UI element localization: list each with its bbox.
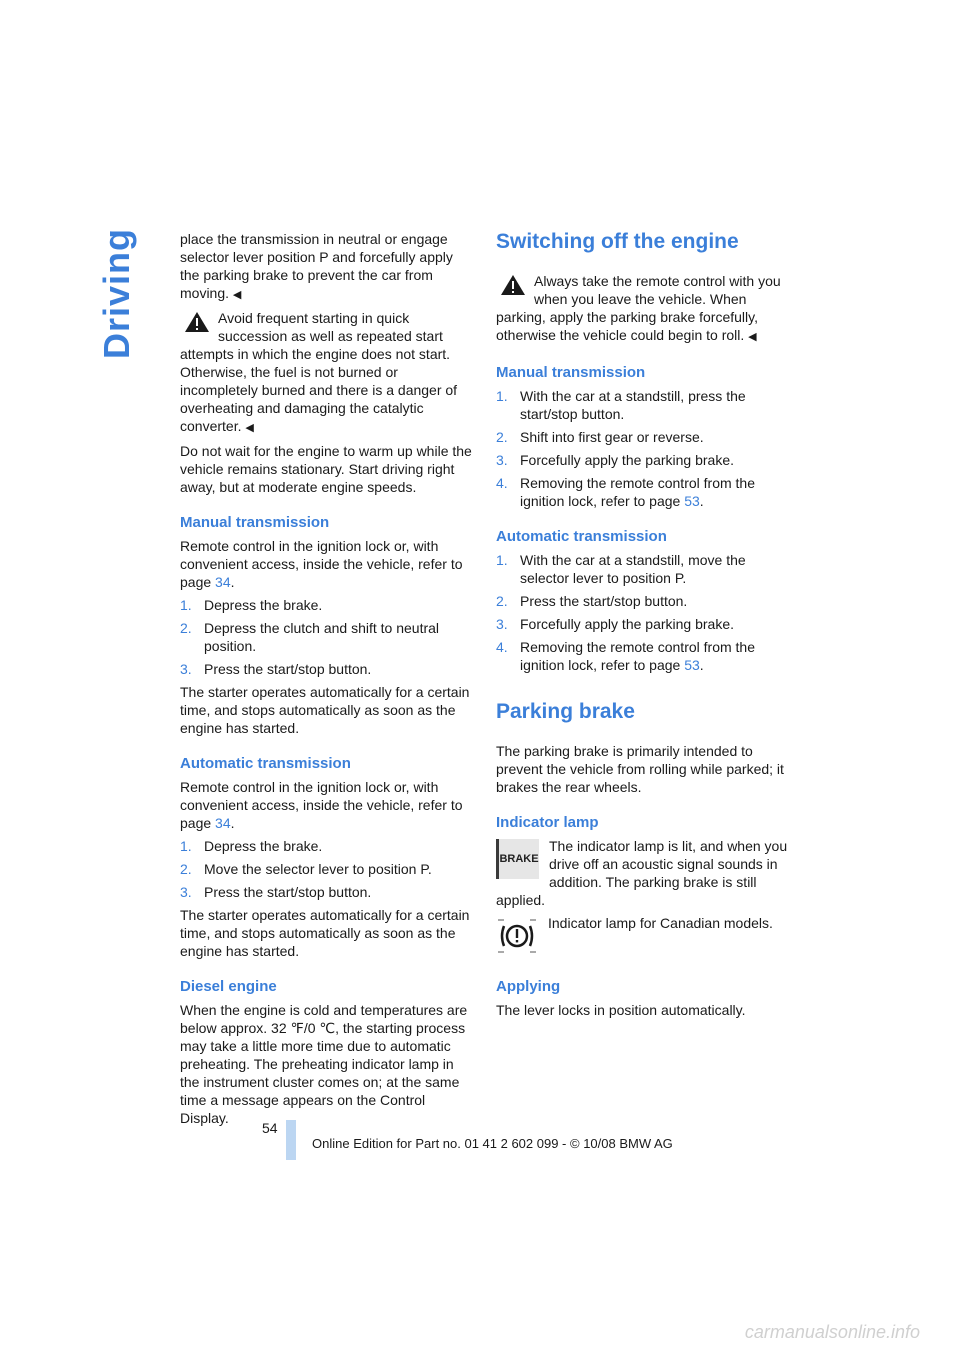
- warning-note: Always take the remote control with you when you leave the vehicle. When parking, apply the parking brake forcefully, otherwise the vehicle could begin to roll. ◀: [496, 273, 781, 343]
- left-column: [180, 230, 476, 1132]
- warning-triangle-icon: [500, 274, 526, 296]
- brake-indicator-icon: BRAKE: [496, 839, 539, 879]
- section-tab: Driving: [96, 228, 137, 360]
- list-item: 1. With the car at a standstill, press the start/stop button.: [496, 388, 746, 422]
- intro-paragraph: place the transmission in neutral or engage selector lever position P and forcefully apply the parking brake to prevent the car from moving. ◀: [180, 231, 453, 301]
- page-number: 54: [262, 1120, 278, 1136]
- page-link[interactable]: 53: [684, 657, 700, 673]
- automatic-steps: [180, 837, 476, 901]
- list-item: 3. Press the start/stop button.: [180, 884, 372, 900]
- applying-text: The lever locks in position automatically.: [496, 1002, 746, 1018]
- parking-brake-heading: Parking brake: [496, 700, 635, 723]
- warning-triangle-icon: [184, 311, 210, 333]
- automatic-heading: Automatic transmission: [180, 755, 351, 772]
- list-item: 1. With the car at a standstill, move the selector lever to position P.: [496, 552, 746, 586]
- manual-after: The starter operates automatically for a certain time, and stops automatically as soon as the engine has started.: [180, 684, 470, 736]
- list-item: 3. Forcefully apply the parking brake.: [496, 616, 734, 632]
- return-arrow-icon: ◀: [232, 289, 242, 301]
- indicator-heading: Indicator lamp: [496, 814, 599, 831]
- list-item: 1. Depress the brake.: [180, 597, 323, 613]
- warning-note: Avoid frequent starting in quick succession as well as repeated start attempts in which the engine does not start. Otherwise, the fuel is not burned or incompletely burned and there is a danger of overheating and damaging the catalytic converter. ◀: [180, 310, 458, 434]
- right-column: [496, 230, 792, 1024]
- list-item: 3. Forcefully apply the parking brake.: [496, 452, 734, 468]
- parking-brake-icon: [496, 916, 538, 956]
- automatic-text: Remote control in the ignition lock or, with convenient access, inside the vehicle, refer to page 34.: [180, 779, 463, 831]
- applying-heading: Applying: [496, 978, 561, 995]
- automatic-after: The starter operates automatically for a certain time, and stops automatically as soon as the engine has started.: [180, 907, 470, 959]
- manual-text: Remote control in the ignition lock or, with convenient access, inside the vehicle, refer to page 34.: [180, 538, 463, 590]
- page-link[interactable]: 53: [684, 493, 700, 509]
- list-item: 2. Move the selector lever to position P.: [180, 861, 432, 877]
- list-item: 2. Shift into first gear or reverse.: [496, 429, 704, 445]
- page-link[interactable]: 34: [215, 574, 231, 590]
- list-item: 2. Press the start/stop button.: [496, 593, 688, 609]
- canadian-note: Indicator lamp for Canadian models.: [496, 914, 792, 960]
- automatic-steps: [496, 551, 792, 674]
- page-link[interactable]: 34: [215, 815, 231, 831]
- parking-brake-text: The parking brake is primarily intended to prevent the vehicle from rolling while parked; it brakes the rear wheels.: [496, 743, 784, 795]
- indicator-note: BRAKE The indicator lamp is lit, and when you drive off an acoustic signal sounds in addition. The parking brake is still applied.: [496, 838, 788, 908]
- list-item: 1. Depress the brake.: [180, 838, 323, 854]
- edition-text: Online Edition for Part no. 01 41 2 602 099 - © 10/08 BMW AG: [312, 1136, 673, 1151]
- manual-heading: Manual transmission: [496, 364, 646, 381]
- switch-off-heading: Switching off the engine: [496, 230, 739, 253]
- automatic-heading: Automatic transmission: [496, 528, 667, 545]
- manual-steps: [496, 387, 792, 510]
- list-item: 4. Removing the remote control from the ignition lock, refer to page 53.: [496, 475, 755, 509]
- manual-heading: Manual transmission: [180, 514, 330, 531]
- footer-bar: [286, 1120, 296, 1160]
- watermark: carmanualsonline.info: [744, 1322, 920, 1342]
- list-item: 3. Press the start/stop button.: [180, 661, 372, 677]
- warm-up-paragraph: Do not wait for the engine to warm up while the vehicle remains stationary. Start driving right away, but at moderate engine speeds.: [180, 443, 472, 495]
- manual-steps: [180, 596, 476, 678]
- diesel-text: When the engine is cold and temperatures are below approx. 32 ℉/0 ℃, the starting process may take a little more time due to automatic preheating. The preheating indicator lamp in the instrument cluster comes on; at the same time a message appears on the Control Display.: [180, 1002, 468, 1126]
- return-arrow-icon: ◀: [245, 422, 254, 434]
- return-arrow-icon: ◀: [748, 331, 757, 343]
- list-item: 4. Removing the remote control from the ignition lock, refer to page 53.: [496, 639, 755, 673]
- list-item: 2. Depress the clutch and shift to neutral position.: [180, 620, 440, 654]
- diesel-heading: Diesel engine: [180, 978, 277, 995]
